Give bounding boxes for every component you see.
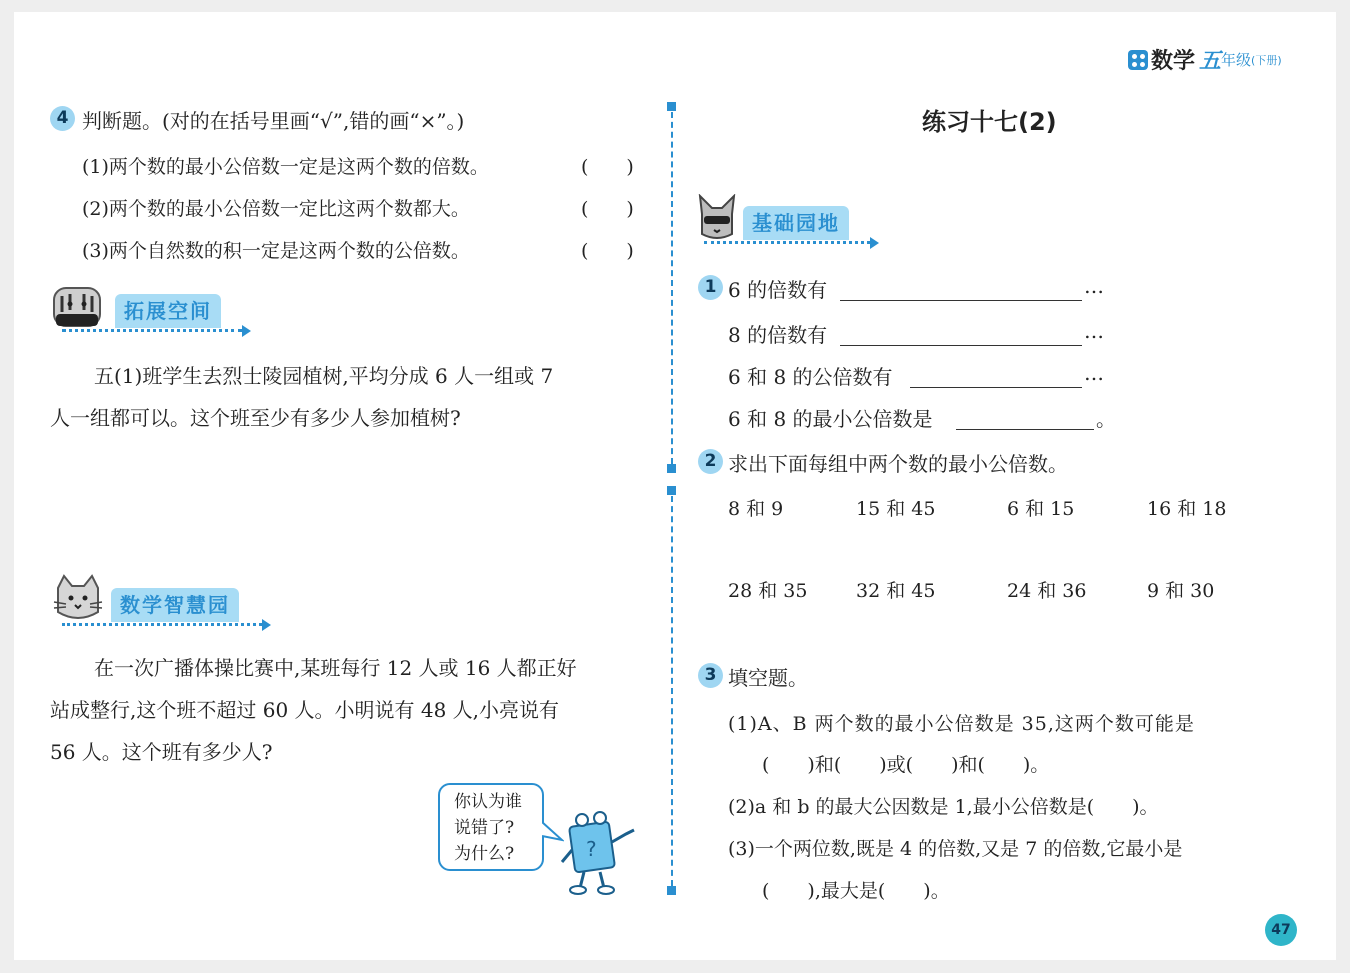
- wisdom-arrow-icon: [262, 619, 271, 631]
- pair-32-45: 32 和 45: [856, 580, 936, 602]
- fill-item-3-line-1: (3)一个两位数,既是 4 的倍数,又是 7 的倍数,它最小是: [728, 838, 1183, 860]
- extend-problem-line-1: 五(1)班学生去烈士陵园植树,平均分成 6 人一组或 7: [94, 364, 554, 388]
- question-4-title: 判断题。(对的在括号里画“√”,错的画“×”。): [82, 109, 465, 133]
- wisdom-problem-line-2: 站成整行,这个班不超过 60 人。小明说有 48 人,小亮说有: [50, 698, 560, 722]
- pair-8-9: 8 和 9: [728, 498, 784, 520]
- multiples-of-6-label: 6 的倍数有: [728, 278, 828, 302]
- question-2-number: 2: [698, 449, 723, 474]
- pair-6-15: 6 和 15: [1007, 498, 1075, 520]
- header-logo: [1128, 44, 1282, 75]
- fill-item-1-line-1: (1)A、B 两个数的最小公倍数是 35,这两个数可能是: [728, 713, 1195, 735]
- multiples-of-8-label: 8 的倍数有: [728, 323, 828, 347]
- fill-item-3-line-2[interactable]: ( ),最大是( )。: [762, 880, 950, 902]
- multiples-of-8-ellipsis: …: [1084, 319, 1104, 343]
- divider-marker-1: [667, 102, 676, 111]
- pair-9-30: 9 和 30: [1147, 580, 1215, 602]
- speech-bubble: [438, 783, 544, 871]
- pair-16-18: 16 和 18: [1147, 498, 1227, 520]
- lcm-blank[interactable]: [956, 407, 1094, 430]
- judge-item-1: (1)两个数的最小公倍数一定是这两个数的倍数。: [82, 156, 489, 178]
- page-number-badge: 47: [1265, 914, 1297, 946]
- basic-arrow-icon: [870, 237, 879, 249]
- wisdom-garden-tag: 数学智慧园: [111, 588, 239, 622]
- extend-problem-line-2: 人一组都可以。这个班至少有多少人参加植树?: [50, 406, 461, 430]
- extend-space-tag: 拓展空间: [115, 294, 221, 328]
- judge-item-3-blank[interactable]: ( ): [581, 240, 634, 262]
- judge-item-1-blank[interactable]: ( ): [581, 156, 634, 178]
- fill-item-1-line-2[interactable]: ( )和( )或( )和( )。: [762, 754, 1050, 776]
- wisdom-dotted-line: [62, 623, 262, 626]
- header-grade-suffix: 年级: [1221, 51, 1252, 69]
- divider-marker-3: [667, 486, 676, 495]
- dice-icon: [1128, 50, 1148, 70]
- basic-garden-tag: 基础园地: [743, 206, 849, 240]
- judge-item-3: (3)两个自然数的积一定是这两个数的公倍数。: [82, 240, 470, 262]
- judge-item-2-blank[interactable]: ( ): [581, 198, 634, 220]
- bubble-line-2: 说错了?: [454, 818, 515, 838]
- question-3-title: 填空题。: [728, 666, 808, 690]
- cat-mascot-icon: [52, 574, 104, 624]
- lcm-period: 。: [1096, 407, 1116, 431]
- divider-line-1: [671, 112, 673, 464]
- pair-24-36: 24 和 36: [1007, 580, 1087, 602]
- question-3-number: 3: [698, 663, 723, 688]
- question-2-title: 求出下面每组中两个数的最小公倍数。: [728, 452, 1068, 476]
- extend-arrow-icon: [242, 325, 251, 337]
- divider-marker-4: [667, 886, 676, 895]
- wisdom-problem-line-1: 在一次广播体操比赛中,某班每行 12 人或 16 人都正好: [94, 656, 577, 680]
- header-grade: 五: [1199, 48, 1222, 74]
- robot-mascot-icon: [556, 810, 640, 898]
- header-volume: (下册): [1251, 53, 1282, 67]
- rabbit-mascot-icon: [696, 194, 738, 242]
- multiples-of-6-blank[interactable]: [840, 278, 1082, 301]
- svg-text:?: ?: [586, 837, 597, 861]
- multiples-of-6-ellipsis: …: [1084, 274, 1104, 298]
- pair-28-35: 28 和 35: [728, 580, 808, 602]
- wisdom-problem-line-3: 56 人。这个班有多少人?: [50, 740, 273, 764]
- fill-item-2[interactable]: (2)a 和 b 的最大公因数是 1,最小公倍数是( )。: [728, 796, 1159, 818]
- question-1-number: 1: [698, 275, 723, 300]
- common-multiples-ellipsis: …: [1084, 361, 1104, 385]
- tiger-mascot-icon: [50, 282, 104, 330]
- exercise-title: 练习十七(2): [922, 108, 1057, 136]
- divider-marker-2: [667, 464, 676, 473]
- multiples-of-8-blank[interactable]: [840, 323, 1082, 346]
- judge-item-2: (2)两个数的最小公倍数一定比这两个数都大。: [82, 198, 470, 220]
- basic-dotted-line: [704, 241, 870, 244]
- common-multiples-label: 6 和 8 的公倍数有: [728, 365, 893, 389]
- bubble-line-3: 为什么?: [454, 844, 515, 864]
- question-4-number: 4: [50, 106, 75, 131]
- bubble-line-1: 你认为谁: [454, 792, 522, 812]
- header-subject: 数学: [1151, 49, 1196, 74]
- extend-dotted-line: [62, 329, 242, 332]
- pair-15-45: 15 和 45: [856, 498, 936, 520]
- common-multiples-blank[interactable]: [910, 365, 1082, 388]
- workbook-page: [14, 12, 1336, 960]
- divider-line-2: [671, 496, 673, 886]
- lcm-label: 6 和 8 的最小公倍数是: [728, 407, 933, 431]
